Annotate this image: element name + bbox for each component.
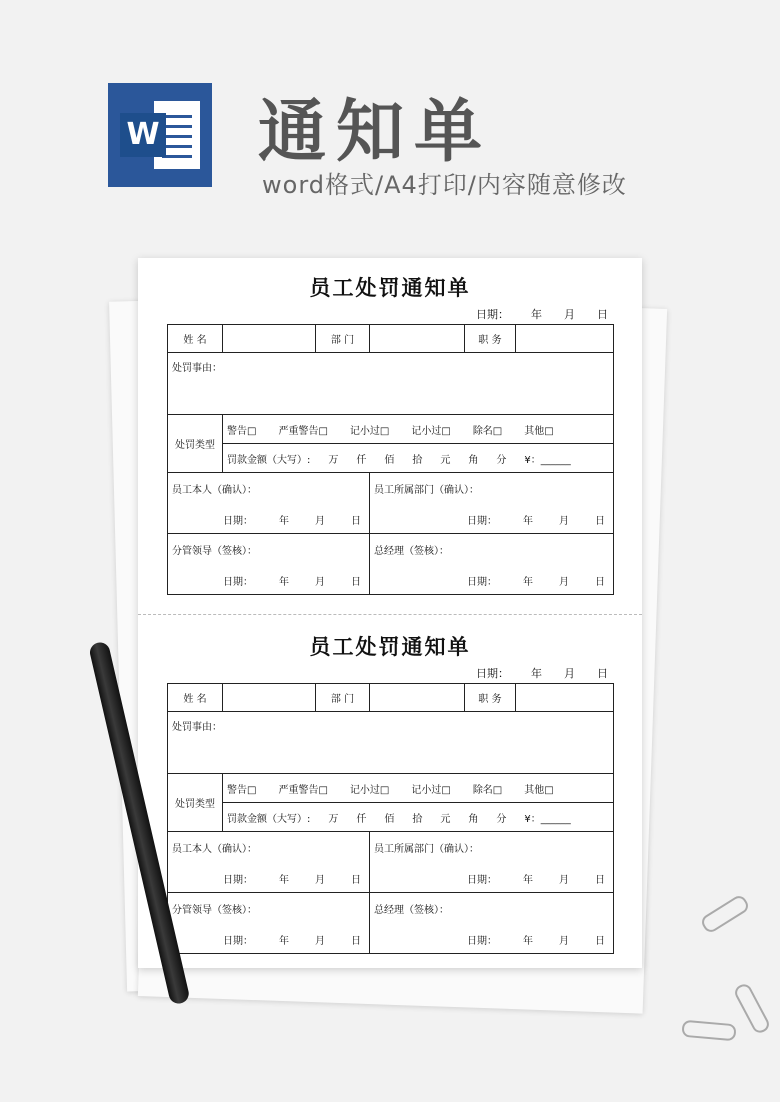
employee-confirm[interactable]: 员工本人（确认）： 日期： 年 月 日 bbox=[168, 473, 370, 534]
type-options[interactable]: 警告□ 严重警告□ 记小过□ 记小过□ 除名□ 其他□ bbox=[223, 415, 614, 444]
reason-field[interactable]: 处罚事由： bbox=[168, 353, 614, 415]
position-field[interactable] bbox=[516, 684, 614, 712]
leader-sign[interactable]: 分管领导（签核）： 日期： 年 月 日 bbox=[168, 534, 370, 595]
type-options[interactable]: 警告□ 严重警告□ 记小过□ 记小过□ 除名□ 其他□ bbox=[223, 774, 614, 803]
dept-field[interactable] bbox=[370, 325, 465, 353]
name-label: 姓 名 bbox=[168, 325, 223, 353]
paperclip-icon bbox=[732, 982, 771, 1036]
cut-line bbox=[138, 614, 642, 615]
penalty-form bbox=[138, 258, 642, 613]
form-table bbox=[167, 324, 614, 595]
word-letter: W bbox=[120, 113, 166, 157]
form-title: 员工处罚通知单 bbox=[309, 276, 471, 300]
fine-field[interactable]: 罚款金额（大写）: 万 仟 佰 拾 元 角 分 ¥：______ bbox=[223, 444, 614, 473]
form-date: 日期： 年 月 日 bbox=[476, 667, 608, 680]
position-label: 职 务 bbox=[465, 325, 516, 353]
dept-confirm[interactable]: 员工所属部门（确认）： 日期： 年 月 日 bbox=[370, 832, 614, 893]
form-title: 员工处罚通知单 bbox=[309, 635, 471, 659]
page-subtitle: word格式/A4打印/内容随意修改 bbox=[262, 171, 627, 199]
paperclip-icon bbox=[681, 1020, 736, 1042]
reason-field[interactable]: 处罚事由： bbox=[168, 712, 614, 774]
name-field[interactable] bbox=[223, 684, 316, 712]
form-table bbox=[167, 683, 614, 954]
dept-label: 部 门 bbox=[316, 684, 370, 712]
position-field[interactable] bbox=[516, 325, 614, 353]
dept-field[interactable] bbox=[370, 684, 465, 712]
name-label: 姓 名 bbox=[168, 684, 223, 712]
employee-confirm[interactable]: 员工本人（确认）： 日期： 年 月 日 bbox=[168, 832, 370, 893]
fine-field[interactable]: 罚款金额（大写）: 万 仟 佰 拾 元 角 分 ¥：______ bbox=[223, 803, 614, 832]
form-sheet bbox=[138, 258, 642, 968]
word-icon bbox=[108, 83, 212, 187]
type-label: 处罚类型 bbox=[168, 774, 223, 832]
gm-sign[interactable]: 总经理（签核）： 日期： 年 月 日 bbox=[370, 893, 614, 954]
dept-label: 部 门 bbox=[316, 325, 370, 353]
form-date: 日期： 年 月 日 bbox=[476, 308, 608, 321]
penalty-form bbox=[138, 617, 642, 972]
dept-confirm[interactable]: 员工所属部门（确认）： 日期： 年 月 日 bbox=[370, 473, 614, 534]
page-title: 通知单 bbox=[258, 93, 493, 172]
type-label: 处罚类型 bbox=[168, 415, 223, 473]
name-field[interactable] bbox=[223, 325, 316, 353]
leader-sign[interactable]: 分管领导（签核）： 日期： 年 月 日 bbox=[168, 893, 370, 954]
position-label: 职 务 bbox=[465, 684, 516, 712]
paperclip-icon bbox=[699, 893, 751, 935]
gm-sign[interactable]: 总经理（签核）： 日期： 年 月 日 bbox=[370, 534, 614, 595]
